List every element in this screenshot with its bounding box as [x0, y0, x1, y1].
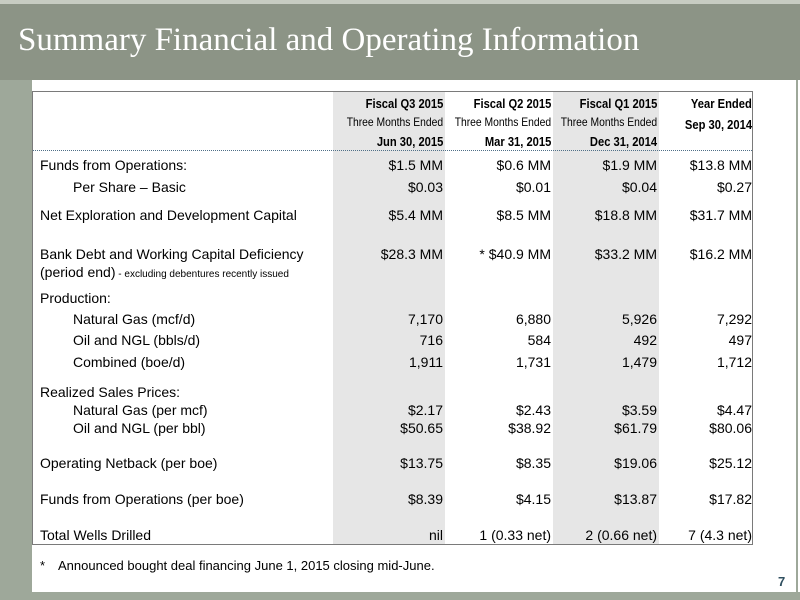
row-label: Combined (boe/d) — [73, 354, 186, 370]
column-date: Dec 31, 2014 — [589, 134, 657, 149]
row-label: Production: — [40, 290, 111, 306]
column-period: Year Ended — [691, 96, 752, 111]
cell-value: $13.87 — [614, 491, 657, 507]
row-label-continued — [40, 264, 289, 280]
footnote-marker: * — [40, 558, 46, 573]
cell-value: $0.04 — [621, 179, 657, 195]
cell-value: 584 — [527, 332, 551, 348]
cell-value: 497 — [728, 332, 752, 348]
cell-value: $8.39 — [407, 491, 443, 507]
cell-value: $33.2 MM — [594, 246, 657, 262]
row-label: Natural Gas (mcf/d) — [73, 311, 196, 327]
footnote-text: Announced bought deal financing June 1, 2015 closing mid-June. — [58, 558, 435, 573]
cell-value: 5,926 — [621, 311, 657, 327]
bottom-decorative-stripe — [0, 592, 800, 600]
row-label-period: (period end) — [40, 264, 116, 280]
cell-value: 1,712 — [716, 354, 752, 370]
row-label: Oil and NGL (bbls/d) — [73, 332, 201, 348]
column-period: Fiscal Q2 2015 — [473, 96, 551, 111]
cell-value: $1.5 MM — [388, 157, 443, 173]
cell-value: 1,731 — [515, 354, 551, 370]
cell-value: $16.2 MM — [689, 246, 752, 262]
header-divider — [33, 150, 752, 151]
cell-value: $0.27 — [716, 179, 752, 195]
title-bar — [0, 0, 800, 80]
cell-value: 1,479 — [621, 354, 657, 370]
cell-value: $50.65 — [400, 420, 443, 436]
row-label: Funds from Operations (per boe) — [40, 491, 244, 507]
left-decorative-stripe — [0, 80, 32, 596]
row-label: Per Share – Basic — [73, 179, 186, 195]
column-desc: Three Months Ended — [346, 115, 443, 129]
row-label-note: - excluding debentures recently issued — [115, 269, 289, 280]
cell-value: $0.01 — [515, 179, 551, 195]
row-label: Operating Netback (per boe) — [40, 455, 218, 471]
row-label: Oil and NGL (per bbl) — [73, 420, 206, 436]
cell-value: $4.15 — [515, 491, 551, 507]
cell-value: $13.8 MM — [689, 157, 752, 173]
cell-value: 716 — [419, 332, 443, 348]
cell-value: 6,880 — [515, 311, 551, 327]
cell-value: $1.9 MM — [602, 157, 657, 173]
cell-value: $2.43 — [515, 402, 551, 418]
cell-value: $38.92 — [508, 420, 551, 436]
column-desc: Three Months Ended — [560, 115, 657, 129]
cell-value: $3.59 — [621, 402, 657, 418]
column-period: Fiscal Q3 2015 — [365, 96, 443, 111]
page-number: 7 — [778, 574, 786, 589]
cell-value: $8.5 MM — [496, 207, 551, 223]
row-label: Funds from Operations: — [40, 157, 188, 173]
cell-value: 7,292 — [716, 311, 752, 327]
cell-value: $2.17 — [407, 402, 443, 418]
cell-value: 7,170 — [407, 311, 443, 327]
cell-value: 2 (0.66 net) — [585, 527, 657, 543]
cell-value: $18.8 MM — [594, 207, 657, 223]
cell-value: $0.6 MM — [496, 157, 551, 173]
cell-value: $0.03 — [407, 179, 443, 195]
cell-value: $80.06 — [709, 420, 752, 436]
row-label: Net Exploration and Development Capital — [40, 207, 297, 223]
cell-value: $4.47 — [716, 402, 752, 418]
page-title: Summary Financial and Operating Information — [18, 22, 640, 58]
cell-value: $61.79 — [614, 420, 657, 436]
cell-value: 1,911 — [409, 354, 443, 370]
cell-value: $28.3 MM — [380, 246, 443, 262]
cell-value: * $40.9 MM — [479, 246, 551, 262]
cell-value: nil — [428, 527, 443, 543]
row-label: Total Wells Drilled — [40, 527, 151, 543]
footnote — [40, 558, 435, 573]
row-label: Natural Gas (per mcf) — [73, 402, 208, 418]
column-date: Mar 31, 2015 — [484, 134, 551, 149]
cell-value: 492 — [633, 332, 657, 348]
cell-value: $31.7 MM — [689, 207, 752, 223]
cell-value: $25.12 — [709, 455, 752, 471]
right-decorative-line — [796, 80, 798, 596]
cell-value: $8.35 — [515, 455, 551, 471]
column-desc: Three Months Ended — [454, 115, 551, 129]
cell-value: $19.06 — [614, 455, 657, 471]
cell-value: 7 (4.3 net) — [688, 527, 752, 543]
cell-value: $5.4 MM — [388, 207, 443, 223]
row-label: Bank Debt and Working Capital Deficiency — [40, 246, 304, 262]
column-date: Jun 30, 2015 — [376, 134, 443, 149]
cell-value: $13.75 — [400, 455, 443, 471]
column-period: Fiscal Q1 2015 — [579, 96, 657, 111]
row-label: Realized Sales Prices: — [40, 384, 181, 400]
cell-value: $17.82 — [709, 491, 752, 507]
cell-value: 1 (0.33 net) — [479, 527, 551, 543]
column-date: Sep 30, 2014 — [684, 117, 752, 132]
